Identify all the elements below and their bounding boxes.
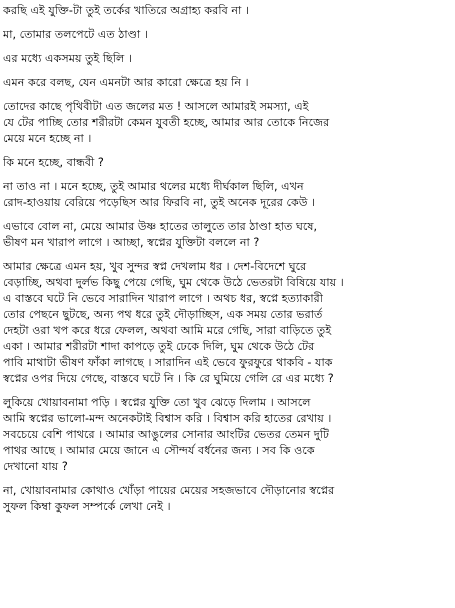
text-line: করছি এই যুক্তি-টা তুই তর্কের খাতিরে অগ্রাহ্য করবি না । [3, 4, 249, 17]
text-line: যে টের পাচ্ছি তোর শরীরটা কেমন যুবতী হচ্ছে, আমার আর তোকে নিজের [3, 116, 330, 129]
text-line: রোদ-হাওয়ায় বেরিয়ে পড়েছিস আর ফিরবি না, তুই অনেক দূরের কেউ । [3, 196, 316, 209]
text-line: দেখানো যায় ? [3, 460, 68, 473]
paragraph [3, 155, 452, 171]
text-line: মেয়ে মনে হচ্ছে না । [3, 132, 92, 145]
paragraph [3, 179, 452, 211]
text-line: একা । আমার শরীরটা শাদা কাপড়ে তুই ঢেকে দিলি, ঘুম থেকে উঠে টের [3, 340, 315, 353]
text-line: পাথর আছে । আমার মেয়ে জানে এ সৌন্দর্য বর্ধনের জন্য । সব কি ওকে [3, 444, 315, 457]
paragraph [3, 483, 452, 515]
text-line: আমি স্বপ্নের ভালো-মন্দ অনেকটাই বিশ্বাস করি । বিশ্বাস করি হাতের রেখায় । [3, 412, 332, 425]
text-line: বেড়াচ্ছি, অথবা দুর্লভ কিছু পেয়ে গেছি, ঘুম থেকে উঠে ভেতরটা বিষিয়ে যায় । [3, 276, 344, 289]
text-line: মা, তোমার তলপেটে এত ঠাণ্ডা । [3, 28, 148, 41]
text-line: দেহটা ওরা খপ করে ধরে ফেলল, অথবা আমি মরে গেছি, সারা বাড়িতে তুই [3, 324, 332, 337]
text-line: এর মধ্যে একসময় তুই ছিলি । [3, 52, 132, 65]
paragraph [3, 27, 452, 43]
text-line: তোর পেছনে ছুটছে, অন্য পথ ধরে তুই দৌড়াচ্ছিস, এক সময় তোর ভরার্ত [3, 308, 323, 321]
paragraph [3, 219, 452, 251]
text-line: স্বপ্নের ওপর দিয়ে গেছে, বাস্তবে ঘটে নি । কি রে ঘুমিয়ে গেলি রে এর মধ্যে ? [3, 372, 334, 385]
text-line: পাবি মাথাটা ভীষণ ফাঁকা লাগছে । সারাদিন এই ভেবে ফুরফুরে থাকবি - যাক [3, 356, 333, 369]
text-line: এ বাস্তবে ঘটে নি ভেবে সারাদিন খারাপ লাগে । অথচ ধর, স্বপ্নে হত্যাকারী [3, 292, 323, 305]
text-line: সুফল কিম্বা কুফল সম্পর্কে লেখা নেই । [3, 500, 171, 513]
paragraph [3, 51, 452, 67]
text-line: এমন করে বলছ, যেন এমনটা আর কারো ক্ষেত্রে হয় নি । [3, 76, 249, 89]
text-line: এভাবে বোল না, মেয়ে আমার উষ্ণ হাতের তালুতে তার ঠাণ্ডা হাত ঘষে, [3, 220, 318, 233]
text-line: কি মনে হচ্ছে, বান্ধবী ? [3, 156, 104, 169]
text-line: সবচেয়ে বেশি পাথরে । আমার আঙুলের সোনার আংটির ভেতর তেমন দুটি [3, 428, 329, 441]
paragraph [3, 395, 452, 475]
paragraph [3, 259, 452, 387]
text-line: না তাও না । মনে হচ্ছে, তুই আমার থলের মধ্যে দীর্ঘকাল ছিলি, এখন [3, 180, 304, 193]
text-line: না, খোয়াবনামার কোথাও খোঁড়া পায়ের মেয়ের সহজভাবে দৌড়ানোর স্বপ্নের [3, 484, 335, 497]
paragraph [3, 99, 452, 147]
paragraph [3, 3, 452, 19]
text-line: তোদের কাছে পৃথিবীটা এত জলের মত ! আসলে আমারই সমস্যা, এই [3, 100, 309, 113]
text-line: ভীষণ মন খারাপ লাগে । আচ্ছা, স্বপ্নের যুক্তিটা বললে না ? [3, 236, 260, 249]
paragraph [3, 75, 452, 91]
text-line: আমার ক্ষেত্রে এমন হয়, খুব সুন্দর স্বপ্ন দেখলাম ধর । দেশ-বিদেশে ঘুরে [3, 260, 307, 273]
text-line: লুকিয়ে খোয়াবনামা পড়ি । স্বপ্নের যুক্তি তো খুব ঝেড়ে দিলাম । আসলে [3, 396, 311, 409]
